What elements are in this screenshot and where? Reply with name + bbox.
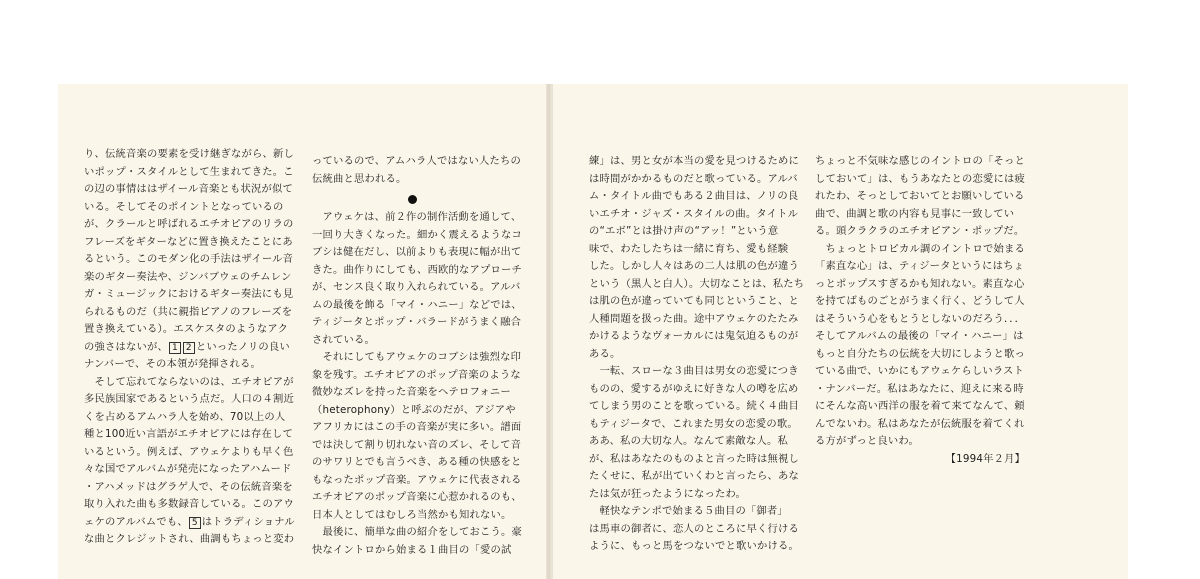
text-line: ちょっとトロピカル調のイントロで始まる [815, 242, 1025, 255]
text-line-with-track-number [84, 514, 295, 532]
text-line-with-track-numbers [84, 339, 295, 357]
text-fragment: ェケのアルバムでも、 [84, 515, 188, 528]
text-line: もっと自分たちの伝統を大切にしようと歌っ [815, 347, 1025, 360]
text-line: 象を残す。エチオピアのポップ音楽のような [312, 368, 521, 381]
text-line: る方がずっと良いわ。 [815, 435, 919, 447]
text-line: くを占めるアムハラ人を始め、70以上の人 [84, 410, 286, 423]
text-line: されている。 [312, 333, 375, 346]
text-line: が、クラールと呼ばれるエチオピアのリラの [84, 218, 294, 230]
text-line: 最後に、簡単な曲の紹介をしておこう。豪 [312, 526, 522, 538]
left-page-column-1 [84, 146, 295, 549]
text-line: 伝統曲と思われる。 [312, 172, 407, 185]
text-line: ム・タイトル曲でもある２曲目は、ノリの良 [589, 190, 799, 202]
text-line: な曲とクレジットされ、曲調もちょっと変わ [84, 533, 295, 545]
text-line: フレーズをギターなどに置き換えたことにあ [84, 235, 293, 248]
track-number-box: 5 [189, 517, 201, 529]
text-line: が、センス良く取り入れられている。アルバ [312, 281, 521, 293]
text-line: 多民族国家であるという点だ。人口の４割近 [84, 393, 294, 405]
text-line: ように、もっと馬をつないでと歌いかける。 [589, 540, 799, 552]
text-line: たは気が狂ったようになったわ。 [589, 487, 747, 500]
text-line: した。しかし人々はあの二人は肌の色が違う [589, 260, 799, 272]
text-line: 曲で、曲調と歌の内容も見事に一致してい [815, 207, 1015, 220]
text-line: は馬車の御者に、恋人のところに早く行ける [589, 522, 799, 535]
text-line: きた。曲作りにしても、西欧的なアプローチ [312, 263, 522, 276]
text-line: っているので、アムハラ人ではない人たちの [312, 155, 522, 167]
text-line: のサワリとでも言うべき、ある種の快感をと [312, 456, 522, 468]
text-line: てしまう男のことを歌っている。続く４曲目 [589, 400, 799, 412]
text-line: 味で、わたしたちは一緒に育ち、愛も経験 [589, 242, 789, 255]
text-line: 「素直な心」は、ティジータというにはちょ [815, 260, 1025, 272]
text-line: られるものだ（共に親指ピアノのフレーズを [84, 305, 293, 318]
section-separator-dot [408, 195, 417, 204]
text-line: ものの、愛するがゆえに好きな人の噂を広め [589, 382, 799, 395]
text-line: の“エボ”とは掛け声の“アッ！”という意 [589, 225, 779, 237]
text-line: エチオピアのポップ音楽に心惹かれるのも、 [312, 491, 522, 503]
text-line: るという。このモダン化の手法はザイール音 [84, 253, 294, 265]
text-line: もなったポップ音楽。アウェケに代表される [312, 473, 522, 486]
text-line: 微妙なズレを持った音楽をヘテロフォニー [312, 386, 511, 398]
text-line: それにしてもアウェケのコブシは強烈な印 [312, 351, 522, 363]
article-date: 【1994年２月】 [945, 452, 1026, 465]
text-line: 取り入れた曲も多数録音している。このアウ [84, 498, 294, 510]
text-line: いる。そしてそのポイントとなっているの [84, 200, 284, 213]
text-line: んでないわ。私はあなたが伝統服を着てくれ [815, 417, 1025, 430]
text-line: 一回り大きくなった。細かく震えるようなコ [312, 228, 522, 241]
text-line: 楽のギター奏法や、ジンバブウェのチムレン [84, 270, 292, 283]
text-line: は肌の色が違っていても同じということ、と [589, 295, 799, 307]
text-line: たくせに、私が出ていくわと言ったら、あな [589, 470, 799, 482]
text-line: ある。 [589, 347, 621, 360]
text-fragment: はトラディショナル [201, 515, 295, 528]
text-line: を持てばものごとがうまく行く、どうして人 [815, 295, 1025, 307]
text-fragment: の強さはないが、 [84, 340, 168, 353]
left-page-column-2 [312, 153, 522, 559]
text-line: ・ナンバーだ。私はあなたに、迎えに来る時 [815, 382, 1024, 395]
text-line: そして忘れてならないのは、エチオピアが [84, 375, 294, 388]
text-line: 置き換えている）。エスケスタのようなアク [84, 323, 289, 335]
text-line: り、伝統音楽の要素を受け継ぎながら、新し [84, 148, 294, 160]
text-line: れたわ、そっとしておいてとお願いしている [815, 190, 1025, 202]
text-line: （heterophony）と呼ぶのだが、アジアや [312, 403, 516, 416]
text-line: ている曲で、いかにもアウェケらしいラスト [815, 365, 1025, 377]
text-line: ティジータとポップ・バラードがうまく融合 [312, 316, 522, 328]
text-line: もティジータで、これまた男女の恋愛の歌。 [589, 417, 798, 430]
text-line: 人種問題を扱った曲。途中アウェケのたたみ [589, 312, 799, 325]
text-line: っとポップスすぎるかも知れない。素直な心 [815, 277, 1025, 290]
text-line: は時間がかかるものだと歌っている。アルバ [589, 172, 798, 185]
text-line: 快なイントロから始まる１曲目の「愛の試 [312, 543, 512, 556]
text-line: の辺の事情ははザイール音楽とも状況が似て [84, 183, 294, 195]
text-line: ガ・ミュージックにおけるギター奏法にも見 [84, 288, 294, 300]
text-line: という（黒人と白人）。大切なことは、私たち [589, 277, 805, 290]
text-line: 一転、スローな３曲目は男女の恋愛につき [589, 365, 799, 377]
text-line: いエチオ・ジャズ・スタイルの曲。タイトル [589, 207, 799, 220]
text-line: 日本人としてはむしろ当然かも知れない。 [312, 508, 512, 521]
text-line: ああ、私の大切な人。なんて素敵な人。私 [589, 435, 789, 447]
right-page-column-1 [589, 153, 804, 556]
text-line: ブシは健在だし、以前よりも表現に幅が出て [312, 246, 522, 258]
text-line: アウェケは、前２作の制作活動を通して、 [312, 211, 522, 223]
text-line: しておいて」は、もうあなたとの恋愛には疲 [815, 172, 1025, 185]
text-line: ナンバーで、その本領が発揮される。 [84, 358, 262, 370]
text-line: る。頭クラクラのエチオピアン・ポップだ。 [815, 225, 1025, 237]
text-line: ちょっと不気味な感じのイントロの「そっと [815, 155, 1025, 167]
text-line: ムの最後を飾る「マイ・ハニー」などでは、 [312, 298, 522, 311]
text-line: 々な国でアルバムが発売になったアハムード [84, 463, 292, 475]
text-line: ・アハメッドはグラゲ人で、その伝統音楽を [84, 480, 293, 493]
text-line: 練」は、男と女が本当の愛を見つけるために [589, 155, 799, 167]
text-line: 種と100近い言語がエチオピアには存在して [84, 428, 293, 440]
right-page-column-2 [815, 153, 1025, 468]
text-line: では決して割り切れない音のズレ、そして音 [312, 438, 522, 451]
text-line: が、私はあなたのものよと言った時は無視し [589, 452, 799, 465]
text-line: にそんな高い西洋の服を着て来てなんて、頼 [815, 400, 1025, 412]
text-line: いポップ・スタイルとして生まれてきた。こ [84, 165, 294, 178]
text-line: 軽快なテンポで始まる５曲目の「御者」 [589, 505, 788, 517]
text-line: そしてアルバムの最後の「マイ・ハニー」は [815, 330, 1024, 342]
text-line: はそういう心をもとうとしないのだろう．．． [815, 312, 1026, 325]
text-line: かけるようなヴォーカルには鬼気迫るものが [589, 330, 799, 342]
track-number-box: 2 [183, 342, 195, 354]
track-number-box: 1 [169, 342, 181, 354]
text-line: いるという。例えば、アウェケよりも早く色 [84, 445, 294, 458]
text-fragment: といったノリの良い [195, 340, 290, 353]
text-line: アフリカにはこの手の音楽が実に多い。譜面 [312, 421, 522, 433]
